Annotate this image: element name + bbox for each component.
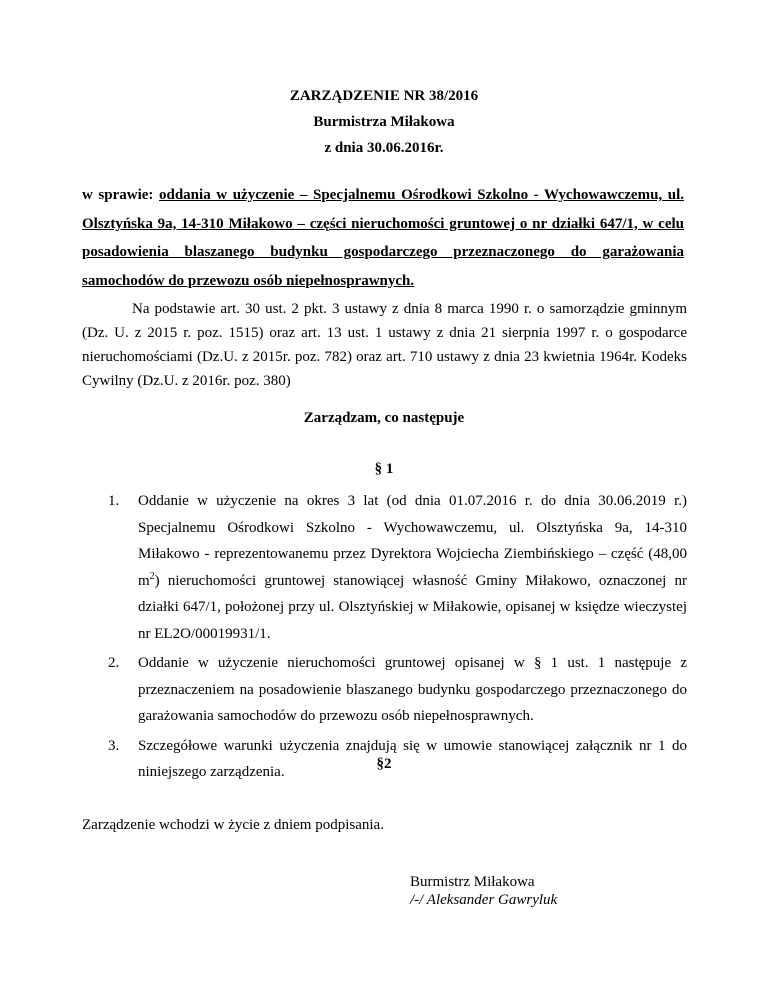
legal-basis-paragraph <box>82 297 687 393</box>
signature-title: Burmistrz Miłakowa <box>410 874 535 890</box>
item-text: Szczegółowe warunki użyczenia znajdują się w umowie stanowiącej załącznik nr 1 do niniejszego zarządzenia. <box>138 737 687 780</box>
document-date: z dnia 30.06.2016r. <box>324 140 444 156</box>
item-text: Oddanie w użyczenie na okres 3 lat (od dnia 01.07.2016 r. do dnia 30.06.2019 r.) Specjalnemu Ośrodkowi Szkolno - Wychowawczemu, ul. Olsztyńska 9a, 14-310 Miłakowo - reprezentowanemu przez Dyrektora Wojciecha Ziembińskiego – część (48,00 m <box>138 493 687 589</box>
item-number: 1. <box>108 493 120 509</box>
list-item <box>82 488 687 647</box>
item-text: Oddanie w użyczenie nieruchomości gruntowej opisanej w § 1 ust. 1 następuje z przeznaczeniem na posadowienie blaszanego budynku gospodarczego przeznaczonego do garażowania samochodów do przewozu osób niepełnosprawnych. <box>138 655 687 724</box>
subject-prefix: w sprawie: <box>82 187 159 203</box>
order-heading: Zarządzam, co następuje <box>303 410 465 426</box>
section-1-heading: § 1 <box>374 461 394 477</box>
list-item <box>82 650 687 730</box>
section-2-heading: §2 <box>376 756 392 772</box>
legal-basis-text: Na podstawie art. 30 ust. 2 pkt. 3 ustawy z dnia 8 marca 1990 r. o samorządzie gminnym (Dz. U. z 2015 r. poz. 1515) oraz art. 13 ust. 1 ustawy z dnia 21 sierpnia 1997 r. o gospodarce nieruchomościami (Dz.U. z 2015r. poz. 782) oraz art. 710 ustawy z dnia 23 kwietnia 1964r. Kodeks Cywilny (Dz.U. z 2016r. poz. 380) <box>82 301 687 389</box>
section-2-text: Zarządzenie wchodzi w życie z dniem podpisania. <box>82 817 384 833</box>
document-issuer: Burmistrza Miłakowa <box>313 114 455 130</box>
item-number: 3. <box>108 737 120 754</box>
signature-name: /-/ Aleksander Gawryluk <box>410 892 558 908</box>
subject-paragraph <box>82 181 684 295</box>
subject-text: oddania w użyczenie – Specjalnemu Ośrodkowi Szkolno - Wychowawczemu, ul. Olsztyńska 9a, 14-310 Miłakowo – części nieruchomości gruntowej o nr działki 647/1, w celu posadowienia blaszanego budynku gospodarczego przeznaczonego do garażowania samochodów do przewozu osób niepełnosprawnych. <box>82 187 685 289</box>
item-superscript: 2 <box>149 570 155 582</box>
item-number: 2. <box>108 655 120 671</box>
signature-block <box>410 873 557 909</box>
document-title: ZARZĄDZENIE NR 38/2016 <box>289 88 479 104</box>
section-1-list <box>82 488 687 789</box>
item-text-continued: ) nieruchomości gruntowej stanowiącej własność Gminy Miłakowo, oznaczonej nr działki 647/1, położonej przy ul. Olsztyńskiej w Miłakowie, opisanej w księdze wieczystej nr EL2O/00019931/1. <box>138 572 687 642</box>
